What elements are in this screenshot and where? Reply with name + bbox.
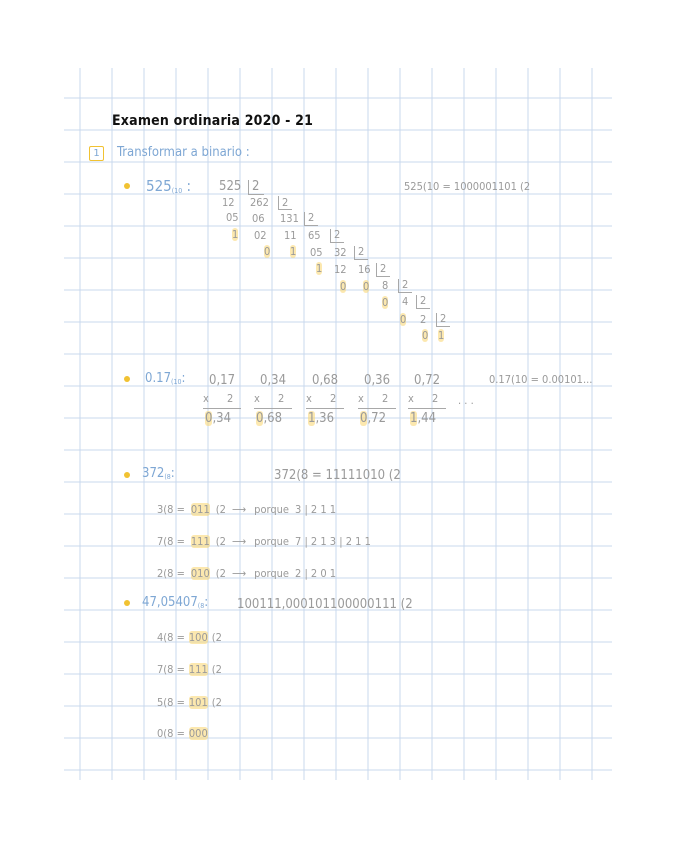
div-bar: [248, 194, 264, 195]
binary-bits: 100: [188, 631, 208, 644]
bullet-4705: [124, 600, 130, 606]
multiplicand: 0,72: [414, 373, 441, 388]
page-title: Examen ordinaria 2020 - 21: [112, 113, 314, 129]
product: [256, 411, 282, 426]
binary-bits: 101: [188, 696, 208, 709]
remainder-digit: 0: [422, 329, 429, 342]
multiplication-bar: [203, 408, 241, 409]
div-value: 32: [334, 246, 347, 259]
div-bar: [376, 276, 390, 277]
times-sign: x: [358, 392, 364, 405]
arrow-icon: ⟶: [231, 567, 247, 580]
div-bar: [416, 308, 430, 309]
multiplication-bar: [306, 408, 344, 409]
octal-digit: 7(8 =: [157, 663, 185, 676]
div-value: 06: [252, 212, 265, 225]
octal-row: [157, 727, 216, 740]
div-divisor: 2: [252, 179, 260, 194]
porque-label: porque: [254, 503, 290, 516]
div-value: 05: [310, 246, 323, 259]
octal-digit: 0(8 =: [157, 727, 185, 740]
octal-row: [157, 631, 226, 644]
multiplier: 2: [278, 392, 285, 405]
div-bar: [398, 279, 399, 292]
remainder-digit: 0: [340, 280, 347, 293]
fraction-part: ,68: [263, 411, 283, 426]
product: [205, 411, 231, 426]
div-bar: [278, 196, 279, 209]
product: [308, 411, 334, 426]
octal-row: [157, 503, 342, 516]
remainder-digit: 0: [264, 245, 271, 258]
octal-row: [157, 663, 226, 676]
div-value: 8: [382, 279, 389, 292]
fraction-part: ,44: [417, 411, 437, 426]
div-divisor: 2: [420, 294, 427, 307]
div-divisor: 2: [380, 262, 387, 275]
div-divisor: 2: [282, 196, 289, 209]
div-value: 05: [226, 211, 239, 224]
div-value: 12: [334, 263, 347, 276]
product: [360, 411, 386, 426]
div-value: 12: [222, 196, 235, 209]
div-value: 262: [250, 196, 269, 209]
multiplicand: 0,36: [364, 373, 391, 388]
remainder-digit: 0: [363, 280, 370, 293]
div-bar: [330, 242, 344, 243]
item-372-result: 372(8 = 11111010 (2: [274, 468, 401, 483]
bullet-372: [124, 472, 130, 478]
item-372-label: $372_{(8}$:: [142, 466, 175, 481]
base-subscript: (2: [211, 631, 222, 644]
multiplicand: 0,34: [260, 373, 287, 388]
porque-label: porque: [254, 535, 290, 548]
remainder-digit: 1: [290, 245, 297, 258]
multiplier: 2: [330, 392, 337, 405]
integer-bit: 1: [410, 411, 418, 426]
remainder-digit: 1: [232, 228, 239, 241]
div-value: 2: [420, 313, 427, 326]
div-value: 4: [402, 295, 409, 308]
div-bar: [436, 326, 450, 327]
product: [410, 411, 436, 426]
div-divisor: 2: [334, 228, 341, 241]
times-sign: x: [408, 392, 414, 405]
remainder-digit: 1: [438, 329, 445, 342]
octal-row: [157, 535, 377, 548]
multiplier: 2: [382, 392, 389, 405]
multiplication-ellipsis: . . .: [458, 394, 474, 407]
multiplicand: 0,17: [209, 373, 236, 388]
div-divisor: 2: [358, 245, 365, 258]
div-bar: [376, 263, 377, 276]
item-4705-result: 100111,000101100000111 (2: [237, 597, 413, 612]
base-subscript: (2: [215, 567, 226, 580]
bullet-017: [124, 376, 130, 382]
div-value: 131: [280, 212, 299, 225]
octal-digit: 5(8 =: [157, 696, 185, 709]
binary-bits: 111: [190, 535, 210, 548]
integer-bit: 1: [308, 411, 316, 426]
multiplicand: 0,68: [312, 373, 339, 388]
base-subscript: (2: [211, 696, 222, 709]
binary-bits: 000: [188, 727, 208, 740]
div-bar: [398, 292, 412, 293]
remainder-digit: 0: [400, 313, 407, 326]
item-017-result: 0.17(10 = 0.00101...: [489, 373, 593, 386]
multiplication-bar: [254, 408, 292, 409]
octal-digit: 7(8 =: [157, 535, 185, 548]
fraction-part: ,36: [315, 411, 335, 426]
octal-digit: 3(8 =: [157, 503, 185, 516]
div-bar: [354, 246, 355, 259]
question-label: Transformar a binario :: [117, 145, 250, 160]
div-bar: [354, 259, 368, 260]
octal-row: [157, 567, 342, 580]
division-work: 2 | 2 0 1: [295, 567, 337, 580]
multiplier: 2: [432, 392, 439, 405]
remainder-digit: 0: [382, 296, 389, 309]
integer-bit: 0: [205, 411, 213, 426]
div-divisor: 2: [308, 211, 315, 224]
div-bar: [436, 313, 437, 326]
div-value: 525: [219, 179, 242, 194]
multiplier: 2: [227, 392, 234, 405]
times-sign: x: [254, 392, 260, 405]
base-subscript: (2: [215, 535, 226, 548]
item-525-label: $525_{(10}$ :: [146, 177, 192, 195]
octal-row: [157, 696, 226, 709]
fraction-part: ,72: [367, 411, 387, 426]
binary-bits: 011: [190, 503, 210, 516]
div-bar: [278, 209, 292, 210]
div-bar: [248, 180, 249, 194]
multiplication-bar: [358, 408, 396, 409]
division-work: 7 | 2 1 3 | 2 1 1: [295, 535, 371, 548]
div-bar: [330, 229, 331, 242]
div-value: 65: [308, 229, 321, 242]
binary-bits: 010: [190, 567, 210, 580]
item-017-label: $0.17_{(10}$:: [145, 371, 186, 386]
division-work: 3 | 2 1 1: [295, 503, 337, 516]
times-sign: x: [306, 392, 312, 405]
fraction-part: ,34: [212, 411, 232, 426]
base-subscript: (2: [211, 663, 222, 676]
base-subscript: (2: [215, 503, 226, 516]
octal-digit: 4(8 =: [157, 631, 185, 644]
item-525-result: 525(10 = 1000001101 (2: [404, 180, 531, 193]
octal-digit: 2(8 =: [157, 567, 185, 580]
porque-label: porque: [254, 567, 290, 580]
item-4705-label: $47,05407_{(8}$:: [142, 595, 209, 610]
div-bar: [416, 295, 417, 308]
integer-bit: 0: [360, 411, 368, 426]
div-bar: [304, 212, 305, 225]
div-divisor: 2: [402, 278, 409, 291]
bullet-525: [124, 183, 130, 189]
arrow-icon: ⟶: [231, 503, 247, 516]
div-value: 02: [254, 229, 267, 242]
div-value: 11: [284, 229, 297, 242]
remainder-digit: 1: [316, 262, 323, 275]
div-value: 16: [358, 263, 371, 276]
integer-bit: 0: [256, 411, 264, 426]
div-divisor: 2: [440, 312, 447, 325]
div-bar: [304, 225, 318, 226]
binary-bits: 111: [188, 663, 208, 676]
question-number-box: 1: [89, 146, 104, 161]
times-sign: x: [203, 392, 209, 405]
multiplication-bar: [408, 408, 446, 409]
arrow-icon: ⟶: [231, 535, 247, 548]
